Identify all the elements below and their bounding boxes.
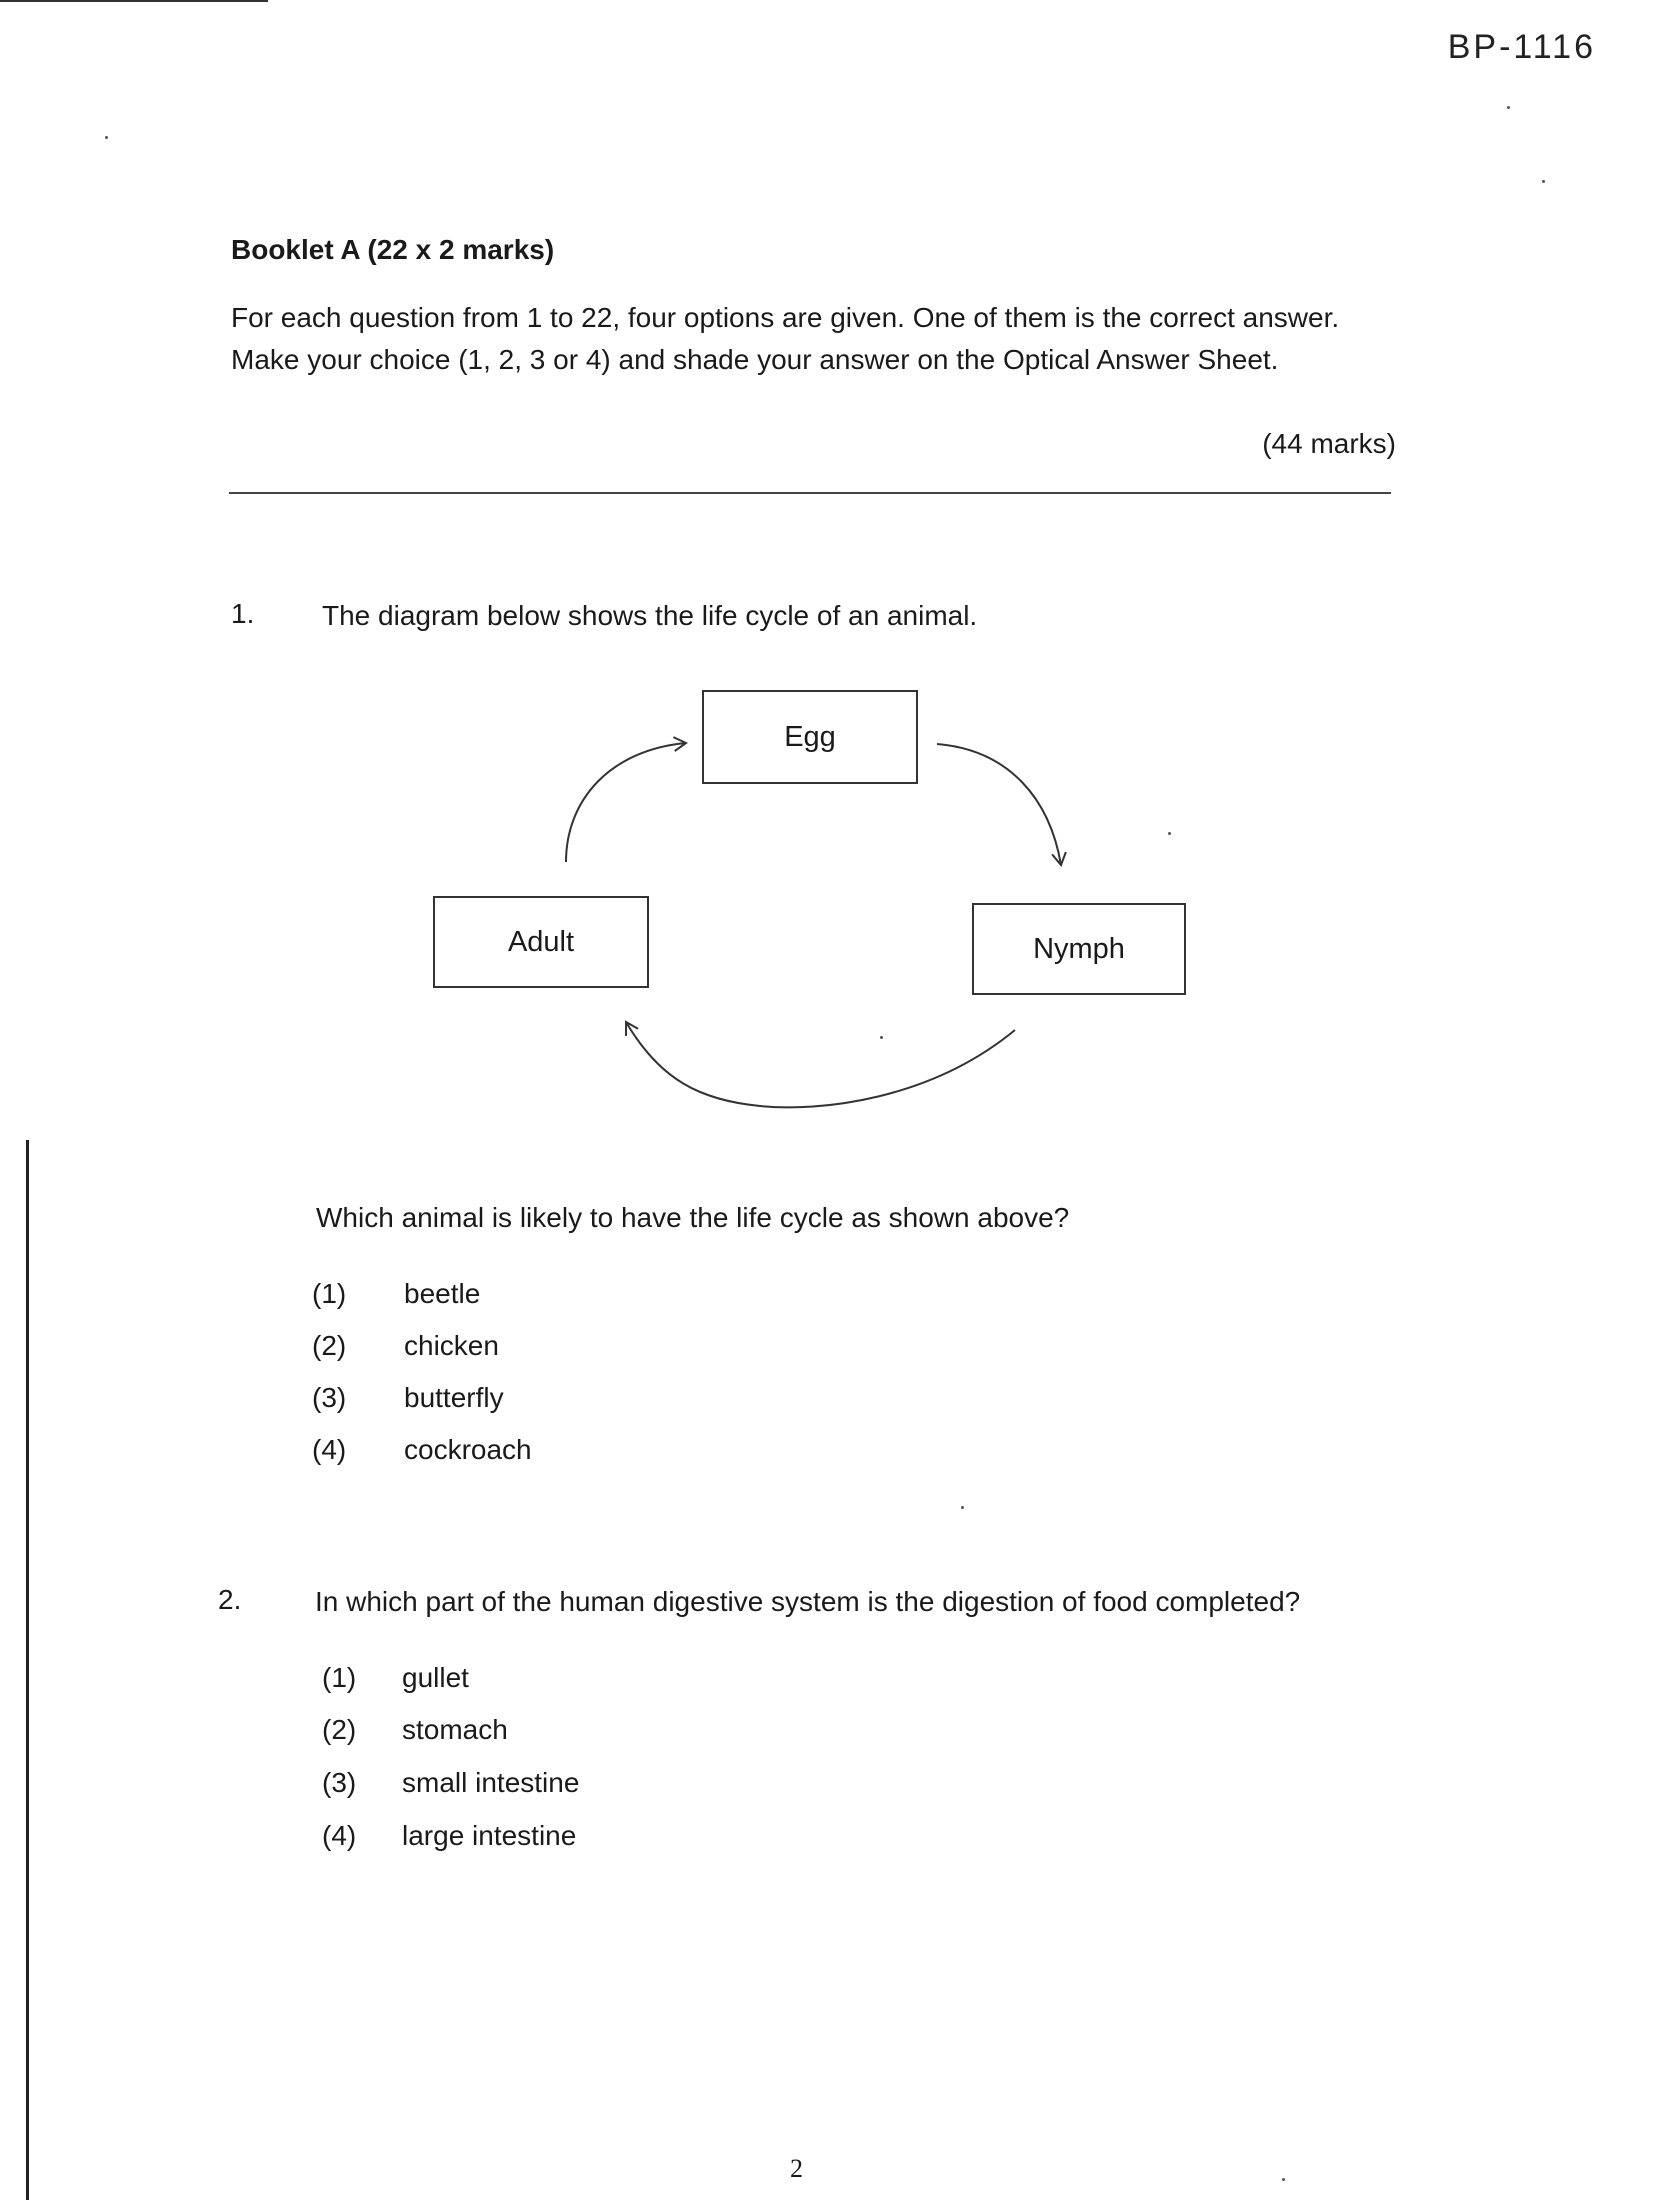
question-2-number: 2. [218, 1584, 242, 1615]
q2-option-2-number: (2) [322, 1714, 357, 1745]
scan-speck [1507, 106, 1510, 109]
page-number: 2 [790, 2154, 803, 2183]
scan-speck [1168, 832, 1171, 835]
stage-adult-box: Adult [433, 896, 649, 988]
scan-speck [880, 1036, 883, 1039]
arrow-adult-to-egg [566, 743, 686, 862]
q1-option-3-text: butterfly [404, 1382, 504, 1413]
total-marks: (44 marks) [1262, 428, 1396, 459]
q2-option-1-number: (1) [322, 1662, 357, 1693]
scan-speck [1282, 2178, 1285, 2181]
question-1-number: 1. [231, 598, 255, 629]
question-1-prompt: Which animal is likely to have the life cycle as shown above? [316, 1202, 1070, 1233]
q1-option-3-number: (3) [312, 1382, 347, 1413]
scan-speck [105, 136, 108, 139]
scan-speck [1542, 180, 1545, 183]
q1-option-2-text: chicken [404, 1330, 499, 1361]
stage-egg-box: Egg [702, 690, 918, 784]
instruction-line-1: For each question from 1 to 22, four options are given. One of them is the correct answer. [231, 302, 1340, 333]
q2-option-2-text: stomach [402, 1714, 508, 1745]
document-code: BP-1116 [1447, 28, 1596, 66]
scan-speck [961, 1506, 964, 1509]
q2-option-4-text: large intestine [402, 1820, 577, 1851]
q1-option-1-number: (1) [312, 1278, 347, 1309]
question-2-text: In which part of the human digestive system is the digestion of food completed? [315, 1586, 1301, 1617]
q2-option-1-text: gullet [402, 1662, 469, 1693]
q1-option-4-number: (4) [312, 1434, 347, 1465]
stage-nymph-box: Nymph [972, 903, 1186, 995]
arrow-egg-to-nymph [937, 744, 1061, 865]
q1-option-2-number: (2) [312, 1330, 347, 1361]
q1-option-1-text: beetle [404, 1278, 481, 1309]
q1-option-4-text: cockroach [404, 1434, 532, 1465]
arrow-nymph-to-adult [626, 1022, 1015, 1107]
instruction-line-2: Make your choice (1, 2, 3 or 4) and shade your answer on the Optical Answer Sheet. [231, 344, 1279, 375]
scan-margin-line [26, 1140, 29, 2200]
question-1-text: The diagram below shows the life cycle of an animal. [322, 600, 978, 631]
q2-option-3-text: small intestine [402, 1767, 580, 1798]
q2-option-3-number: (3) [322, 1767, 357, 1798]
booklet-heading: Booklet A (22 x 2 marks) [231, 234, 555, 265]
q2-option-4-number: (4) [322, 1820, 357, 1851]
